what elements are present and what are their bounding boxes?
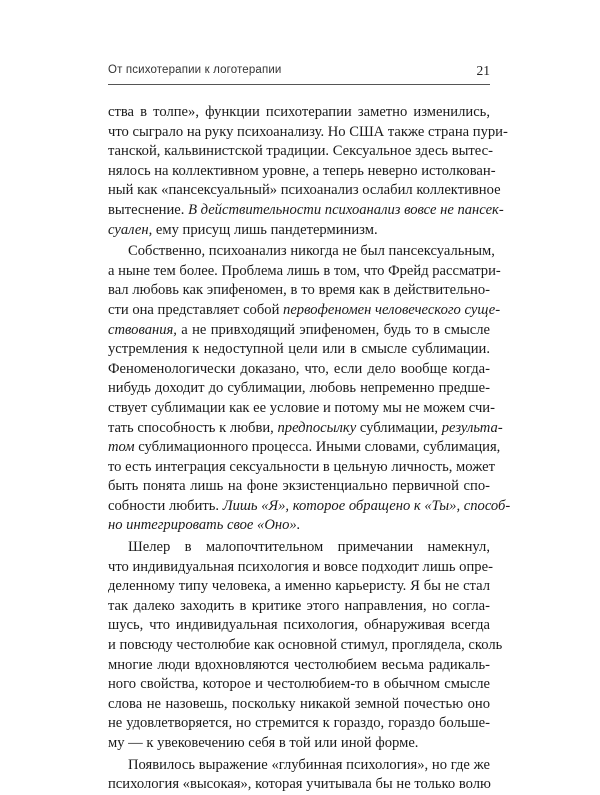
text-run: так далеко заходить в критике этого направления, но согла- — [108, 597, 490, 614]
text-run: что индивидуальная психология и вовсе подходит лишь опре- — [108, 558, 493, 575]
text-run: вытеснение. — [108, 201, 189, 218]
text-run: му — к увековечению себя в той или иной форме. — [108, 735, 419, 751]
text-line — [108, 162, 496, 182]
text-line — [108, 577, 490, 597]
text-line — [108, 379, 490, 399]
body-text — [108, 103, 511, 795]
text-run: слова не назовешь, поскольку никакой земной почестью оно — [108, 695, 490, 712]
text-line — [108, 558, 493, 578]
text-line — [108, 321, 490, 341]
text-line — [108, 477, 490, 497]
text-run: Шелер в малопочтительном примечании намекнул, — [128, 539, 490, 556]
text-run: то есть интеграция сексуальности в цельную личность, может — [108, 458, 495, 475]
italic-run: предпосылку — [277, 419, 357, 436]
page-header — [108, 60, 490, 86]
text-line — [108, 656, 490, 676]
text-line — [108, 438, 501, 458]
text-run: ства в толпе», функции психотерапии заметно изменились, — [108, 104, 490, 120]
text-run: ему присущ лишь пандетерминизм. — [152, 221, 378, 238]
text-line — [108, 775, 490, 795]
text-run: а не привходящий эпифеномен, будь то в смысле — [176, 321, 490, 338]
text-line — [108, 516, 490, 536]
paragraph — [108, 242, 511, 536]
text-run: сублимационного процесса. Иными словами, сублимация, — [134, 439, 501, 456]
text-line — [108, 103, 490, 123]
text-run: Феноменологически доказано, что, если дело вообще когда- — [108, 360, 490, 377]
text-run: Появилось выражение «глубинная психология», но где же — [128, 756, 490, 773]
italic-run: ствования, — [108, 321, 177, 338]
text-run: и повсюду честолюбие как основной стимул, проглядела, сколь — [108, 637, 503, 654]
text-line — [108, 695, 490, 715]
text-line — [108, 399, 495, 419]
text-line — [108, 458, 495, 478]
text-run: нибудь доходит до сублимации, любовь непременно предше- — [108, 380, 490, 397]
text-run: сти она представляет собой — [108, 301, 284, 318]
text-run: вал любовь как эпифеномен, в то время как в действительно- — [108, 282, 490, 299]
text-run: тать способность к любви, — [108, 419, 278, 436]
text-line — [108, 340, 490, 360]
text-line — [108, 201, 504, 221]
italic-run: том — [108, 439, 135, 456]
italic-run: результа- — [441, 419, 503, 436]
text-line — [108, 714, 490, 734]
text-line — [108, 242, 495, 262]
italic-run: В действительности психоанализ вовсе не пансек- — [188, 201, 504, 218]
text-line — [108, 497, 511, 517]
text-line — [108, 734, 490, 754]
text-run: не удовлетворяется, но стремится к гораздо, гораздо больше- — [108, 715, 490, 732]
text-run: устремления к недоступной цели или в смысле сублимации. — [108, 341, 490, 358]
text-run: Собственно, психоанализ никогда не был пансексуальным, — [128, 243, 495, 260]
text-line — [108, 360, 490, 380]
paragraph — [108, 538, 503, 754]
text-run: психология «высокая», которая учитывала бы не только волю — [108, 776, 491, 793]
text-line — [108, 123, 508, 143]
running-title: От психотерапии к логотерапии — [108, 64, 282, 76]
text-line — [108, 597, 490, 617]
text-line — [108, 181, 501, 201]
text-run: ствует сублимации как ее условие и потому мы не можем счи- — [108, 399, 495, 416]
text-line — [108, 419, 503, 439]
header-rule — [108, 84, 490, 85]
text-run: собности любить. — [108, 497, 223, 514]
text-line — [108, 221, 490, 241]
paragraph — [108, 756, 490, 795]
text-line — [108, 756, 490, 776]
text-run: быть понята лишь на фоне экзистенциально первичной спо- — [108, 478, 490, 495]
page-number: 21 — [476, 63, 490, 78]
text-run: ного свойства, которое и честолюбием-то в обычном смысле — [108, 676, 490, 693]
text-run: деленному типу человека, а именно карьеристу. Я бы не стал — [108, 578, 490, 595]
text-run: шусь, что индивидуальная психология, обнаруживая всегда — [108, 617, 490, 634]
italic-run: суален, — [108, 221, 153, 238]
text-run: сублимации, — [356, 419, 442, 436]
text-line — [108, 301, 501, 321]
paragraph — [108, 103, 508, 240]
italic-run: но интегрировать свое «Оно». — [108, 517, 301, 534]
text-run: что сыграло на руку психоанализу. Но США также страна пури- — [108, 123, 508, 140]
text-run: а ныне тем более. Проблема лишь в том, что Фрейд рассматри- — [108, 262, 501, 279]
text-line — [108, 636, 503, 656]
italic-run: первофеномен человеческого суще- — [283, 301, 501, 318]
text-line — [108, 675, 490, 695]
text-line — [108, 538, 490, 558]
italic-run: Лишь «Я», которое обращено к «Ты», способ- — [222, 497, 511, 514]
text-line — [108, 281, 490, 301]
text-run: ный как «пансексуальный» психоанализ ослабил коллективное — [108, 182, 501, 199]
text-run: нялось на коллективном уровне, а теперь неверно истолкован- — [108, 162, 496, 179]
text-line — [108, 616, 490, 636]
text-line — [108, 262, 501, 282]
text-run: многие люди вдохновляются честолюбием весьма радикаль- — [108, 656, 490, 673]
text-run: танской, кальвинистской традиции. Сексуальное здесь вытес- — [108, 143, 493, 160]
text-line — [108, 142, 493, 162]
